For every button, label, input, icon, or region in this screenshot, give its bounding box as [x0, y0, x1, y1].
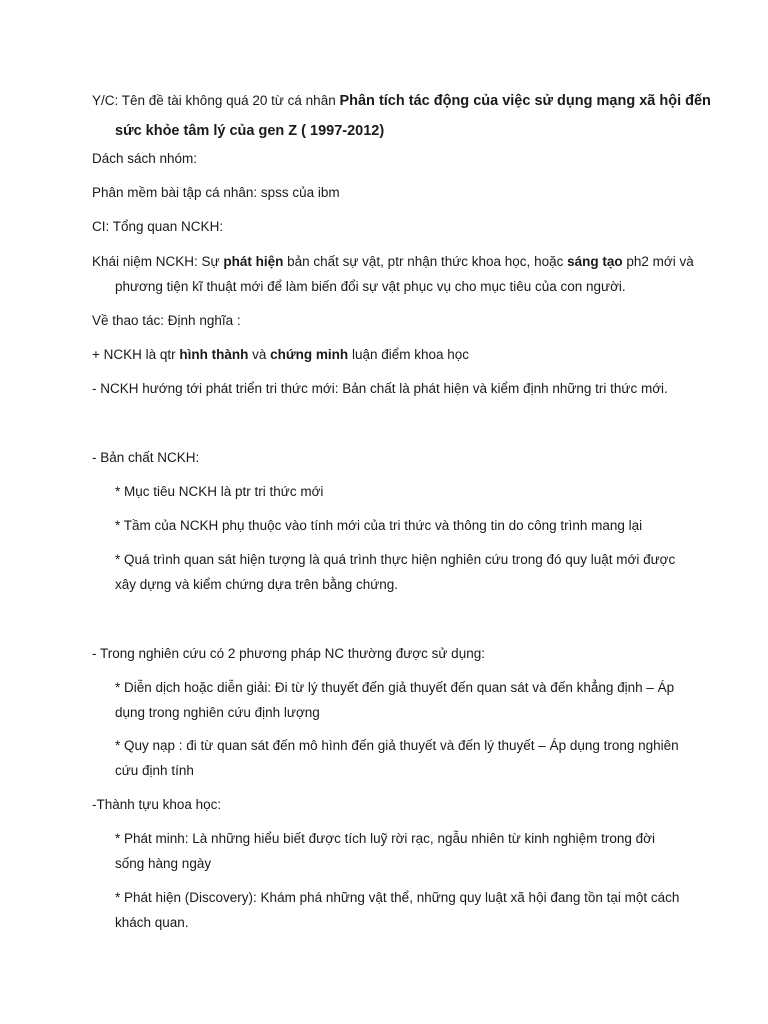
chapter-heading: CI: Tổng quan NCKH:: [92, 219, 224, 234]
method-item: * Quy nạp : đi từ quan sát đến mô hình đến giả thuyết và đến lý thuyết – Áp dụng trong nghiên cứu định tính: [115, 738, 679, 778]
achievement-item: * Phát minh: Là những hiểu biết được tích luỹ rời rạc, ngẫu nhiên từ kinh nghiệm trong đời sống hàng ngày: [115, 831, 655, 871]
topic-title: Phân tích tác động của việc sử dụng mạng xã hội đến sức khỏe tâm lý của gen Z ( 1997-2012): [115, 93, 711, 139]
nature-heading: - Bản chất NCKH:: [92, 450, 200, 465]
definition-bold-proof: chứng minh: [270, 347, 349, 362]
method-item: * Diễn dịch hoặc diễn giải: Đi từ lý thuyết đến giả thuyết đến quan sát và đến khẳng định – Áp dụng trong nghiên cứu định lượng: [115, 680, 675, 720]
definition-text-1: + NCKH là qtr: [92, 347, 180, 362]
nature-item: * Mục tiêu NCKH là ptr tri thức mới: [115, 484, 324, 499]
concept-text-3: ph2 mới và phương tiện kĩ thuật mới để làm biến đổi sự vật phục vụ cho mục tiêu của con người.: [115, 254, 694, 294]
nature-item: * Tầm của NCKH phụ thuộc vào tính mới của tri thức và thông tin do công trình mang lại: [115, 518, 643, 533]
software-line: Phân mềm bài tập cá nhân: spss của ibm: [92, 185, 340, 200]
nckh-concept: [92, 249, 715, 299]
concept-text-1: Khái niệm NCKH: Sự: [92, 254, 224, 269]
definition-bold-formation: hình thành: [179, 347, 249, 362]
concept-text-2: bản chất sự vật, ptr nhận thức khoa học, hoặc: [283, 254, 568, 269]
nckh-definition: [92, 342, 692, 367]
definition-text-3: luận điểm khoa học: [348, 347, 470, 362]
group-list-label: Dách sách nhóm:: [92, 151, 198, 166]
concept-bold-discovery: phát hiện: [223, 254, 284, 269]
topic-requirement: [92, 86, 715, 146]
achievement-item: * Phát hiện (Discovery): Khám phá những vật thể, những quy luật xã hội đang tồn tại một cách khách quan.: [115, 890, 680, 930]
concept-bold-creation: sáng tạo: [567, 254, 623, 269]
nckh-direction: - NCKH hướng tới phát triển tri thức mới: Bản chất là phát hiện và kiểm định những tri thức mới.: [92, 381, 668, 396]
methods-heading: - Trong nghiên cứu có 2 phương pháp NC thường được sử dụng:: [92, 646, 485, 661]
achievements-heading: -Thành tựu khoa học:: [92, 797, 222, 812]
topic-requirement-prefix: Y/C: Tên đề tài không quá 20 từ cá nhân: [92, 93, 340, 108]
operation-definition-label: Về thao tác: Định nghĩa :: [92, 313, 241, 328]
nature-item: * Quá trình quan sát hiện tượng là quá trình thực hiện nghiên cứu trong đó quy luật mới được xây dựng và kiểm chứng dựa trên bằng chứng.: [115, 552, 676, 592]
definition-text-2: và: [248, 347, 271, 362]
